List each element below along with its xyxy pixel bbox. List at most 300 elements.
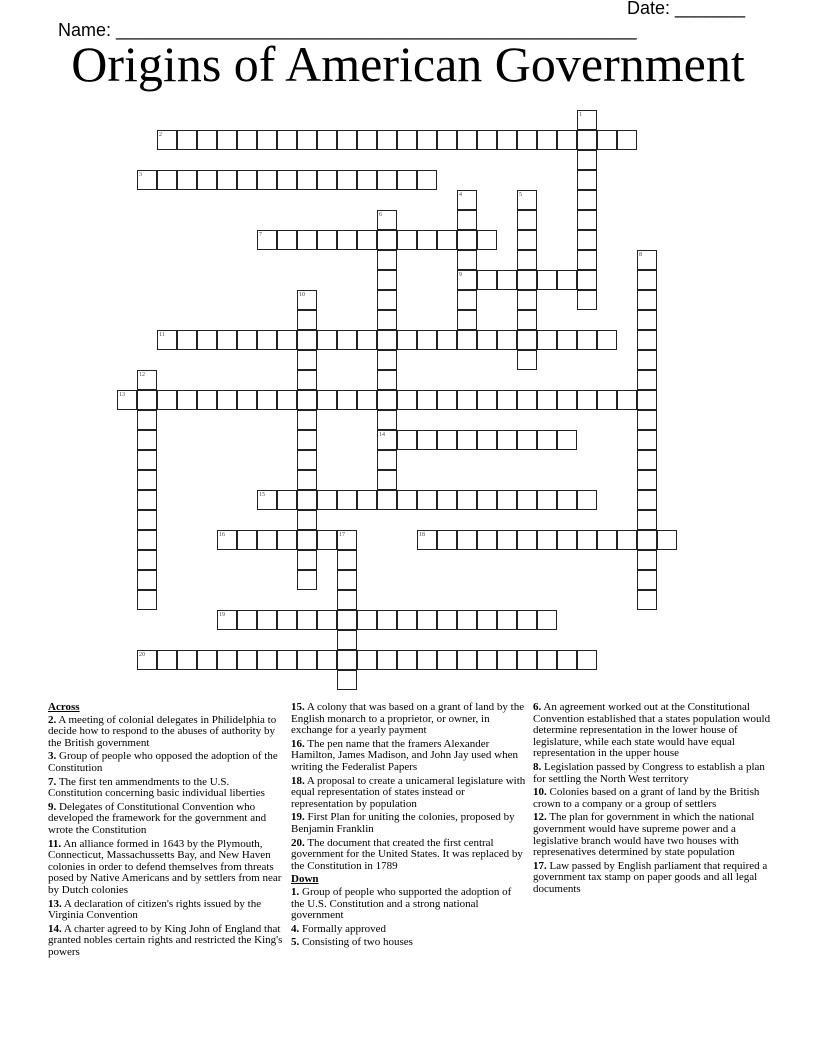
crossword-cell[interactable]: [197, 390, 217, 410]
crossword-cell[interactable]: [577, 650, 597, 670]
crossword-cell[interactable]: [557, 330, 577, 350]
crossword-cell[interactable]: [577, 290, 597, 310]
crossword-cell[interactable]: [257, 230, 277, 250]
crossword-cell[interactable]: [137, 590, 157, 610]
crossword-cell[interactable]: [617, 530, 637, 550]
crossword-cell[interactable]: [257, 330, 277, 350]
crossword-cell[interactable]: [337, 630, 357, 650]
crossword-cell[interactable]: [337, 490, 357, 510]
clue-number: 10.: [533, 786, 547, 799]
crossword-cell[interactable]: [497, 610, 517, 630]
clue-text: A declaration of citizen's rights issued by the Virginia Convention: [48, 897, 262, 922]
crossword-cell[interactable]: [377, 330, 397, 350]
crossword-cell[interactable]: [577, 390, 597, 410]
crossword-cell[interactable]: [137, 450, 157, 470]
crossword-cell[interactable]: [137, 530, 157, 550]
crossword-cell[interactable]: [457, 650, 477, 670]
crossword-cell[interactable]: [257, 530, 277, 550]
clue-number: 3.: [48, 750, 57, 763]
crossword-cell[interactable]: [437, 650, 457, 670]
crossword-cell[interactable]: [517, 130, 537, 150]
crossword-cell[interactable]: [277, 130, 297, 150]
crossword-cell[interactable]: [637, 590, 657, 610]
crossword-cell[interactable]: [277, 610, 297, 630]
crossword-cell[interactable]: [217, 130, 237, 150]
crossword-cell[interactable]: [457, 190, 477, 210]
crossword-cell[interactable]: [477, 650, 497, 670]
crossword-cell[interactable]: [457, 310, 477, 330]
crossword-cell[interactable]: [337, 650, 357, 670]
crossword-cell[interactable]: [297, 490, 317, 510]
crossword-cell[interactable]: [517, 210, 537, 230]
crossword-cell[interactable]: [437, 330, 457, 350]
crossword-cell[interactable]: [137, 490, 157, 510]
crossword-cell[interactable]: [237, 390, 257, 410]
crossword-cell[interactable]: [197, 650, 217, 670]
crossword-cell[interactable]: [297, 570, 317, 590]
crossword-cell[interactable]: [137, 430, 157, 450]
down-clue-8: [533, 762, 773, 785]
crossword-cell[interactable]: [277, 230, 297, 250]
crossword-cell[interactable]: [497, 390, 517, 410]
crossword-cell[interactable]: [557, 530, 577, 550]
crossword-cell[interactable]: [217, 610, 237, 630]
crossword-cell[interactable]: [297, 230, 317, 250]
crossword-cell[interactable]: [337, 550, 357, 570]
crossword-cell[interactable]: [377, 270, 397, 290]
down-clue-1: [291, 887, 527, 922]
crossword-cell[interactable]: [517, 250, 537, 270]
crossword-cell[interactable]: [237, 530, 257, 550]
crossword-cell[interactable]: [517, 610, 537, 630]
crossword-cell[interactable]: [357, 490, 377, 510]
crossword-cell[interactable]: [617, 390, 637, 410]
crossword-cell[interactable]: [357, 170, 377, 190]
name-field[interactable]: Name: ____________________________________________________: [58, 20, 637, 40]
crossword-cell[interactable]: [297, 550, 317, 570]
crossword-cell[interactable]: [297, 430, 317, 450]
crossword-cell[interactable]: [377, 410, 397, 430]
crossword-cell[interactable]: [397, 330, 417, 350]
crossword-cell[interactable]: [317, 390, 337, 410]
clues-column-3: [533, 702, 773, 898]
down-clue-4: [291, 924, 527, 936]
crossword-cell[interactable]: [377, 370, 397, 390]
crossword-cell[interactable]: [337, 590, 357, 610]
crossword-cell[interactable]: [497, 430, 517, 450]
crossword-cell[interactable]: [637, 290, 657, 310]
crossword-cell[interactable]: [197, 170, 217, 190]
crossword-cell[interactable]: [277, 390, 297, 410]
crossword-cell[interactable]: [297, 450, 317, 470]
clue-text: The pen name that the framers Alexander Hamilton, James Madison, and John Jay used when writing the Federalist Papers: [291, 737, 518, 773]
crossword-cell[interactable]: [637, 390, 657, 410]
crossword-cell[interactable]: [257, 170, 277, 190]
crossword-cell[interactable]: [157, 170, 177, 190]
crossword-cell[interactable]: [637, 470, 657, 490]
crossword-cell[interactable]: [297, 470, 317, 490]
crossword-cell[interactable]: [637, 490, 657, 510]
crossword-cell[interactable]: [397, 170, 417, 190]
clue-text: Law passed by English parliament that required a government tax stamp on paper goods and all legal documents: [533, 859, 768, 895]
crossword-cell[interactable]: [497, 330, 517, 350]
crossword-cell[interactable]: [477, 270, 497, 290]
crossword-cell[interactable]: [377, 650, 397, 670]
crossword-cell[interactable]: [337, 330, 357, 350]
clue-text: First Plan for uniting the colonies, proposed by Benjamin Franklin: [291, 811, 515, 835]
crossword-cell[interactable]: [417, 390, 437, 410]
clue-number-label: 12: [139, 372, 145, 378]
crossword-cell[interactable]: [317, 610, 337, 630]
crossword-cell[interactable]: [457, 610, 477, 630]
crossword-cell[interactable]: [237, 610, 257, 630]
crossword-cell[interactable]: [417, 170, 437, 190]
crossword-cell[interactable]: [537, 130, 557, 150]
crossword-cell[interactable]: [277, 330, 297, 350]
crossword-cell[interactable]: [457, 530, 477, 550]
crossword-cell[interactable]: [437, 490, 457, 510]
crossword-cell[interactable]: [637, 370, 657, 390]
crossword-cell[interactable]: [557, 490, 577, 510]
crossword-cell[interactable]: [577, 190, 597, 210]
crossword-cell[interactable]: [397, 490, 417, 510]
clue-text: An agreement worked out at the Constitutional Convention established that a states population would determine representation in the lower house of legislature, while each state would have equal representation in the upper house: [533, 701, 771, 760]
crossword-cell[interactable]: [137, 170, 157, 190]
crossword-cell[interactable]: [157, 130, 177, 150]
crossword-cell[interactable]: [437, 230, 457, 250]
crossword-cell[interactable]: [137, 550, 157, 570]
crossword-cell[interactable]: [517, 530, 537, 550]
crossword-cell[interactable]: [637, 350, 657, 370]
crossword-cell[interactable]: [457, 250, 477, 270]
crossword-cell[interactable]: [277, 650, 297, 670]
crossword-cell[interactable]: [297, 390, 317, 410]
crossword-cell[interactable]: [437, 130, 457, 150]
crossword-cell[interactable]: [297, 130, 317, 150]
crossword-cell[interactable]: [377, 250, 397, 270]
crossword-cell[interactable]: [137, 470, 157, 490]
crossword-cell[interactable]: [537, 330, 557, 350]
clue-text: Delegates of Constitutional Convention who developed the framework for the government and wrote the Constitution: [48, 800, 267, 836]
crossword-cell[interactable]: [417, 490, 437, 510]
crossword-cell[interactable]: [337, 170, 357, 190]
crossword-cell[interactable]: [377, 310, 397, 330]
crossword-cell[interactable]: [337, 390, 357, 410]
crossword-cell[interactable]: [517, 350, 537, 370]
crossword-cell[interactable]: [537, 430, 557, 450]
crossword-cell[interactable]: [637, 270, 657, 290]
crossword-cell[interactable]: [377, 450, 397, 470]
crossword-cell[interactable]: [577, 150, 597, 170]
crossword-cell[interactable]: [537, 530, 557, 550]
crossword-cell[interactable]: [297, 330, 317, 350]
crossword-cell[interactable]: [637, 530, 657, 550]
crossword-cell[interactable]: [237, 170, 257, 190]
crossword-cell[interactable]: [377, 210, 397, 230]
crossword-cell[interactable]: [517, 290, 537, 310]
crossword-cell[interactable]: [637, 450, 657, 470]
crossword-cell[interactable]: [157, 650, 177, 670]
crossword-cell[interactable]: [517, 650, 537, 670]
crossword-cell[interactable]: [637, 250, 657, 270]
crossword-cell[interactable]: [277, 530, 297, 550]
crossword-cell[interactable]: [557, 390, 577, 410]
crossword-cell[interactable]: [417, 330, 437, 350]
crossword-cell[interactable]: [477, 330, 497, 350]
crossword-cell[interactable]: [437, 610, 457, 630]
crossword-cell[interactable]: [177, 170, 197, 190]
crossword-cell[interactable]: [497, 270, 517, 290]
clue-text: Legislation passed by Congress to establish a plan for settling the North West territory: [533, 760, 765, 785]
crossword-cell[interactable]: [137, 390, 157, 410]
crossword-cell[interactable]: [577, 530, 597, 550]
crossword-cell[interactable]: [457, 130, 477, 150]
crossword-cell[interactable]: [477, 130, 497, 150]
page-title: Origins of American Government: [71, 36, 745, 92]
crossword-cell[interactable]: [317, 170, 337, 190]
crossword-cell[interactable]: [597, 530, 617, 550]
crossword-cell[interactable]: [557, 650, 577, 670]
crossword-cell[interactable]: [517, 490, 537, 510]
crossword-cell[interactable]: [177, 390, 197, 410]
down-clue-5: [291, 937, 527, 949]
crossword-cell[interactable]: [637, 570, 657, 590]
clue-number: 2.: [48, 713, 57, 726]
across-clue-3: [48, 751, 284, 774]
crossword-cell[interactable]: [477, 490, 497, 510]
crossword-cell[interactable]: [397, 650, 417, 670]
crossword-cell[interactable]: [317, 330, 337, 350]
crossword-cell[interactable]: [297, 310, 317, 330]
crossword-cell[interactable]: [557, 270, 577, 290]
crossword-cell[interactable]: [177, 330, 197, 350]
crossword-cell[interactable]: [457, 230, 477, 250]
crossword-cell[interactable]: [517, 430, 537, 450]
across-heading: Across: [48, 701, 80, 713]
clue-number: 4.: [291, 922, 300, 935]
crossword-cell[interactable]: [577, 330, 597, 350]
crossword-cell[interactable]: [577, 130, 597, 150]
crossword-cell[interactable]: [377, 490, 397, 510]
crossword-cell[interactable]: [637, 550, 657, 570]
crossword-cell[interactable]: [577, 250, 597, 270]
crossword-cell[interactable]: [597, 390, 617, 410]
crossword-cell[interactable]: [337, 570, 357, 590]
crossword-cell[interactable]: [637, 330, 657, 350]
crossword-cell[interactable]: [357, 330, 377, 350]
crossword-cell[interactable]: [397, 230, 417, 250]
crossword-cell[interactable]: [157, 330, 177, 350]
crossword-cell[interactable]: [297, 170, 317, 190]
crossword-cell[interactable]: [237, 330, 257, 350]
crossword-cell[interactable]: [417, 430, 437, 450]
crossword-cell[interactable]: [457, 390, 477, 410]
crossword-cell[interactable]: [457, 210, 477, 230]
crossword-cell[interactable]: [337, 610, 357, 630]
crossword-cell[interactable]: [177, 130, 197, 150]
across-clue-13: [48, 899, 284, 922]
clue-number: 12.: [533, 811, 547, 824]
crossword-cell[interactable]: [257, 490, 277, 510]
crossword-cell[interactable]: [517, 190, 537, 210]
crossword-cell[interactable]: [517, 270, 537, 290]
crossword-cell[interactable]: [557, 130, 577, 150]
crossword-cell[interactable]: [397, 610, 417, 630]
crossword-cell[interactable]: [217, 390, 237, 410]
crossword-cell[interactable]: [177, 650, 197, 670]
crossword-cell[interactable]: [537, 490, 557, 510]
crossword-cell[interactable]: [297, 530, 317, 550]
crossword-cell[interactable]: [257, 130, 277, 150]
crossword-cell[interactable]: [357, 610, 377, 630]
crossword-cell[interactable]: [357, 230, 377, 250]
crossword-cell[interactable]: [637, 410, 657, 430]
crossword-cell[interactable]: [197, 130, 217, 150]
crossword-cell[interactable]: [377, 130, 397, 150]
crossword-cell[interactable]: [537, 270, 557, 290]
crossword-cell[interactable]: [557, 430, 577, 450]
crossword-cell[interactable]: [357, 650, 377, 670]
crossword-cell[interactable]: [297, 350, 317, 370]
crossword-cell[interactable]: [597, 130, 617, 150]
crossword-cell[interactable]: [217, 650, 237, 670]
crossword-cell[interactable]: [377, 430, 397, 450]
crossword-cell[interactable]: [517, 230, 537, 250]
crossword-cell[interactable]: [637, 510, 657, 530]
crossword-cell[interactable]: [377, 390, 397, 410]
crossword-cell[interactable]: [617, 130, 637, 150]
crossword-cell[interactable]: [417, 650, 437, 670]
crossword-cell[interactable]: [457, 330, 477, 350]
crossword-cell[interactable]: [437, 430, 457, 450]
crossword-cell[interactable]: [577, 110, 597, 130]
down-heading: Down: [291, 873, 319, 886]
crossword-cell[interactable]: [397, 430, 417, 450]
across-clue-18: [291, 776, 527, 811]
crossword-cell[interactable]: [397, 390, 417, 410]
crossword-cell[interactable]: [657, 530, 677, 550]
crossword-cell[interactable]: [377, 470, 397, 490]
crossword-cell[interactable]: [537, 610, 557, 630]
crossword-cell[interactable]: [137, 370, 157, 390]
crossword-cell[interactable]: [457, 270, 477, 290]
crossword-cell[interactable]: [457, 430, 477, 450]
clue-text: The document that created the first central government for the United States. It was replaced by the Constitution in 1789: [291, 836, 523, 872]
crossword-cell[interactable]: [417, 230, 437, 250]
crossword-cell[interactable]: [397, 130, 417, 150]
crossword-cell[interactable]: [377, 350, 397, 370]
crossword-cell[interactable]: [137, 570, 157, 590]
crossword-cell[interactable]: [317, 530, 337, 550]
crossword-cell[interactable]: [457, 290, 477, 310]
crossword-cell[interactable]: [337, 530, 357, 550]
crossword-cell[interactable]: [477, 530, 497, 550]
crossword-cell[interactable]: [477, 610, 497, 630]
crossword-cell[interactable]: [477, 390, 497, 410]
crossword-cell[interactable]: [537, 650, 557, 670]
crossword-cell[interactable]: [497, 650, 517, 670]
crossword-cell[interactable]: [297, 370, 317, 390]
crossword-cell[interactable]: [257, 610, 277, 630]
crossword-cell[interactable]: [577, 490, 597, 510]
crossword-cell[interactable]: [417, 530, 437, 550]
crossword-cell[interactable]: [277, 170, 297, 190]
crossword-cell[interactable]: [237, 650, 257, 670]
crossword-cell[interactable]: [317, 490, 337, 510]
crossword-cell[interactable]: [377, 290, 397, 310]
crossword-cell[interactable]: [317, 130, 337, 150]
crossword-cell[interactable]: [297, 290, 317, 310]
crossword-cell[interactable]: [317, 650, 337, 670]
crossword-cell[interactable]: [637, 430, 657, 450]
crossword-cell[interactable]: [497, 530, 517, 550]
crossword-cell[interactable]: [257, 390, 277, 410]
crossword-cell[interactable]: [497, 490, 517, 510]
crossword-cell[interactable]: [237, 130, 257, 150]
crossword-cell[interactable]: [417, 130, 437, 150]
crossword-cell[interactable]: [517, 390, 537, 410]
crossword-cell[interactable]: [577, 270, 597, 290]
crossword-cell[interactable]: [137, 650, 157, 670]
crossword-cell[interactable]: [137, 410, 157, 430]
crossword-cell[interactable]: [497, 130, 517, 150]
crossword-cell[interactable]: [217, 530, 237, 550]
crossword-cell[interactable]: [377, 170, 397, 190]
crossword-cell[interactable]: [517, 330, 537, 350]
crossword-cell[interactable]: [297, 650, 317, 670]
clue-number-label: 20: [139, 652, 145, 658]
crossword-cell[interactable]: [337, 130, 357, 150]
crossword-cell[interactable]: [297, 510, 317, 530]
crossword-cell[interactable]: [317, 230, 337, 250]
crossword-cell[interactable]: [417, 610, 437, 630]
crossword-cell[interactable]: [297, 610, 317, 630]
crossword-cell[interactable]: [337, 670, 357, 690]
date-field[interactable]: Date: _______: [627, 0, 746, 18]
crossword-cell[interactable]: [297, 410, 317, 430]
crossword-cell[interactable]: [457, 490, 477, 510]
clue-number-label: 1: [579, 112, 582, 118]
clue-text: The first ten ammendments to the U.S. Constitution concerning basic individual liberties: [48, 775, 265, 800]
crossword-cell[interactable]: [437, 530, 457, 550]
crossword-cell[interactable]: [577, 230, 597, 250]
crossword-cell[interactable]: [357, 390, 377, 410]
crossword-cell[interactable]: [377, 230, 397, 250]
crossword-cell[interactable]: [357, 130, 377, 150]
crossword-cell[interactable]: [477, 230, 497, 250]
crossword-cell[interactable]: [597, 330, 617, 350]
crossword-cell[interactable]: [217, 330, 237, 350]
crossword-cell[interactable]: [577, 210, 597, 230]
crossword-cell[interactable]: [337, 230, 357, 250]
crossword-cell[interactable]: [157, 390, 177, 410]
across-clue-11: [48, 839, 284, 897]
crossword-cell[interactable]: [377, 610, 397, 630]
crossword-cell[interactable]: [217, 170, 237, 190]
crossword-cell[interactable]: [197, 330, 217, 350]
crossword-cell[interactable]: [277, 490, 297, 510]
crossword-cell[interactable]: [577, 170, 597, 190]
clue-number: 8.: [533, 760, 542, 773]
crossword-cell[interactable]: [437, 390, 457, 410]
crossword-cell[interactable]: [257, 650, 277, 670]
crossword-cell[interactable]: [637, 310, 657, 330]
crossword-cell[interactable]: [137, 510, 157, 530]
crossword-cell[interactable]: [517, 310, 537, 330]
crossword-cell[interactable]: [537, 390, 557, 410]
crossword-cell[interactable]: [477, 430, 497, 450]
crossword-cell[interactable]: [117, 390, 137, 410]
